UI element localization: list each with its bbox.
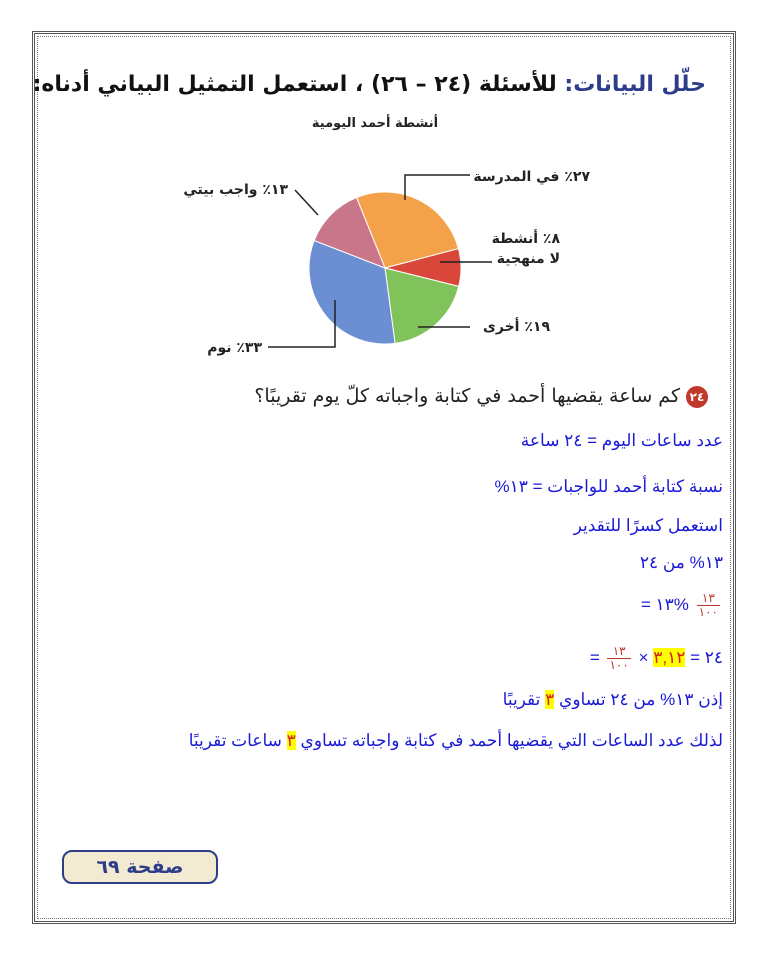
label-other: ١٩٪ أخرى (483, 319, 550, 335)
line6-times: × ٢٤ = (638, 647, 723, 667)
answer-line-4: ١٣% من ٢٤ (639, 553, 723, 572)
answer-line-6 (590, 645, 723, 672)
line8-pre: لذلك عدد الساعات التي يقضيها أحمد في كتابة واجباته تساوي (300, 731, 723, 750)
answer-line-5 (641, 592, 723, 619)
line8-number: ٣ (286, 731, 296, 750)
fraction-numerator-b: ١٣ (607, 645, 630, 659)
heading-lead: حلّل البيانات: (564, 72, 706, 97)
fraction-13-100-b (607, 645, 630, 672)
fraction-numerator: ١٣ (697, 592, 720, 606)
line5-percent: = ١٣% (640, 594, 689, 614)
leader-school (405, 175, 470, 200)
answer-line-1: عدد ساعات اليوم = ٢٤ ساعة (520, 431, 723, 450)
answer-line-7 (503, 690, 723, 710)
line7-number: ٣ (545, 690, 555, 709)
label-sleep: ٣٣٪ نوم (207, 340, 262, 356)
question-number-badge: ٢٤ (686, 386, 708, 408)
fraction-denominator: ١٠٠ (698, 605, 718, 619)
fraction-13-100 (697, 592, 720, 619)
question-text: كم ساعة يقضيها أحمد في كتابة واجباته كلّ يوم تقريبًا؟ (254, 385, 680, 407)
line7-post: تقريبًا (502, 690, 541, 709)
heading-rest: للأسئلة (٢٤ – ٢٦) ، استعمل التمثيل البياني أدناه: (32, 72, 565, 97)
line6-equals: = (589, 647, 600, 667)
answer-line-2: نسبة كتابة أحمد للواجبات = ١٣% (494, 477, 723, 496)
fraction-denominator-b: ١٠٠ (609, 658, 629, 672)
label-extracurricular-1: ٨٪ أنشطة (491, 231, 560, 247)
label-homework: ١٣٪ واجب بيتي (183, 182, 288, 198)
question-24 (254, 385, 708, 408)
answer-line-8 (189, 731, 723, 751)
chart-title: أنشطة أحمد اليومية (311, 116, 439, 131)
leader-homework (295, 190, 318, 215)
page-number-box: صفحة ٦٩ (62, 850, 218, 884)
label-school: ٢٧٪ في المدرسة (473, 169, 590, 185)
line8-post: ساعات تقريبًا (188, 731, 282, 750)
line7-pre: إذن ١٣% من ٢٤ تساوي (559, 690, 723, 709)
answer-line-3: استعمل كسرًا للتقدير (573, 516, 723, 535)
label-extracurricular-2: لا منهجية (496, 251, 560, 267)
line6-result: ٣,١٢ (653, 647, 686, 667)
